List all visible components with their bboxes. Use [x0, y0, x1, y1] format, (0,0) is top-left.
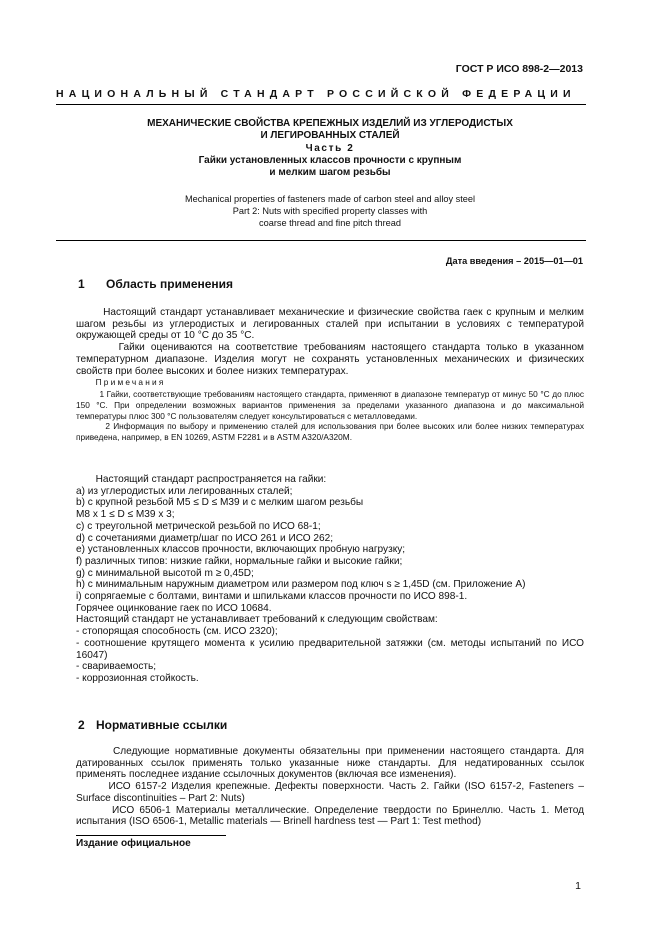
english-title-block	[90, 193, 570, 230]
note-1-text: 1 Гайки, соответствующие требованиям настоящего стандарта, применяют в диапазоне температур от минус 50 °C до плюс 150 °C. При определении возможных вариантов применения за пределами указанного диапазона и до максимальной температуры плюс 300 °C пользователям следует консультироваться с металловедами.	[76, 388, 584, 421]
list-item: e) установленных классов прочности, включающих пробную нагрузку;	[76, 544, 406, 556]
title-rule	[56, 240, 586, 241]
list-item: - стопорящая способность (см. ИСО 2320);	[76, 626, 278, 638]
list-item: Настоящий стандарт не устанавливает требований к следующим свойствам:	[76, 614, 438, 626]
section-1-title: Область применения	[106, 277, 234, 291]
list-item: b) с крупной резьбой M5 ≤ D ≤ M39 и с мелким шагом резьбы	[76, 497, 364, 509]
section-1-number: 1	[78, 277, 85, 291]
section-1-p2	[76, 342, 584, 377]
english-title-line-3: coarse thread and fine pitch thread	[259, 218, 401, 229]
list-item: - коррозионная стойкость.	[76, 672, 199, 684]
applies-intro	[76, 474, 584, 486]
edition-label: Издание официальное	[76, 838, 191, 849]
section-2-heading	[78, 718, 227, 732]
title-part: Часть 2	[305, 142, 355, 154]
note-2-text: 2 Информация по выбору и применению сталей для использования при более высоких или более низких температурах приведена, например, в EN 10269, ASTM F2281 и в ASTM A320/A320M.	[76, 421, 585, 443]
section-2-p3-text: ИСО 6506-1 Материалы металлические. Определение твердости по Бринеллю. Часть 1. Метод испытания (ISO 6506-1, Metallic materials — Brinell hardness test — Part 1: Test method)	[76, 804, 584, 828]
list-item-torque: - соотношение крутящего момента к усилию предварительной затяжки (см. методы испытаний по ИСО 16047)	[76, 637, 584, 661]
english-title-line-1: Mechanical properties of fasteners made of carbon steel and alloy steel	[184, 194, 476, 204]
header-rule	[56, 104, 586, 105]
section-1-heading	[78, 277, 233, 291]
note-2	[76, 421, 584, 443]
notes-label-text: Примечания	[95, 377, 166, 388]
list-item: d) с сочетаниями диаметр/шаг по ИСО 261 и ИСО 262;	[76, 532, 334, 544]
section-2-p2	[76, 781, 584, 804]
page-number: 1	[575, 880, 581, 892]
applies-intro-text: Настоящий стандарт распространяется на гайки:	[95, 474, 327, 485]
list-item: а) из углеродистых или легированных сталей;	[76, 485, 293, 497]
section-2-number: 2	[78, 718, 85, 732]
section-2-body	[76, 746, 584, 828]
section-2-p2-text: ИСО 6157-2 Изделия крепежные. Дефекты поверхности. Часть 2. Гайки (ISO 6157-2, Fasteners – Surface discontinuities – Part 2: Nuts)	[76, 781, 584, 804]
list-item: M8 x 1 ≤ D ≤ M39 x 3;	[76, 509, 175, 521]
list-item: f) различных типов: низкие гайки, нормальные гайки и высокие гайки;	[76, 555, 403, 567]
list-item: g) с минимальной высотой m ≥ 0,45D;	[76, 567, 254, 579]
title-line-2: И ЛЕГИРОВАННЫХ СТАЛЕЙ	[260, 130, 400, 142]
footer-rule	[76, 835, 226, 836]
section-2-title: Нормативные ссылки	[96, 718, 228, 732]
title-sub-1: Гайки установленных классов прочности с крупным	[198, 154, 462, 166]
section-1-body	[76, 307, 584, 443]
section-1-p1-text: Настоящий стандарт устанавливает механические и физические свойства гаек с крупным и мелким шагом резьбы из углеродистых и легированных сталей при испытании в условиях с температурой окружающей среды от 10 °C до 35 °C.	[76, 307, 584, 342]
title-line-1: МЕХАНИЧЕСКИЕ СВОЙСТВА КРЕПЕЖНЫХ ИЗДЕЛИЙ ИЗ УГЛЕРОДИСТЫХ	[147, 118, 513, 129]
english-title-line-2: Part 2: Nuts with specified property classes with	[232, 206, 428, 217]
list-item: h) с минимальным наружным диаметром или размером под ключ s ≥ 1,45D (см. Приложение А)	[76, 579, 526, 591]
list-item: - свариваемость;	[76, 661, 157, 673]
section-2-p1	[76, 746, 584, 781]
list-item: c) с треугольной метрической резьбой по ИСО 68-1;	[76, 520, 321, 532]
section-2-p3	[76, 805, 584, 828]
notes-label	[76, 377, 584, 389]
section-1-p1	[76, 307, 584, 342]
title-sub-2: и мелким шагом резьбы	[269, 167, 391, 179]
title-block	[90, 118, 570, 179]
intro-date: Дата введения – 2015—01—01	[445, 256, 583, 266]
applies-list	[76, 474, 584, 685]
note-1	[76, 389, 584, 421]
national-standard-banner: НАЦИОНАЛЬНЫЙ СТАНДАРТ РОССИЙСКОЙ ФЕДЕРАЦИИ	[56, 88, 576, 100]
section-1-p2-text: Гайки оцениваются на соответствие требованиям настоящего стандарта только в указанном температурном диапазоне. Изделия могут не сохранять установленных механических и физических свойств при более высоких и более низких температурах.	[76, 342, 584, 377]
section-2-p1-text: Следующие нормативные документы обязательны при применении настоящего стандарта. Для датированных ссылок применять только указанные ниже стандарты. Для недатированных ссылок применять последнее издание ссылочных документов (включая все изменения).	[76, 746, 584, 781]
list-item: Горячее оцинкование гаек по ИСО 10684.	[76, 602, 272, 614]
list-item: i) сопрягаемые с болтами, винтами и шпильками классов прочности по ИСО 898-1.	[76, 591, 468, 603]
doc-code: ГОСТ Р ИСО 898-2—2013	[455, 63, 583, 75]
